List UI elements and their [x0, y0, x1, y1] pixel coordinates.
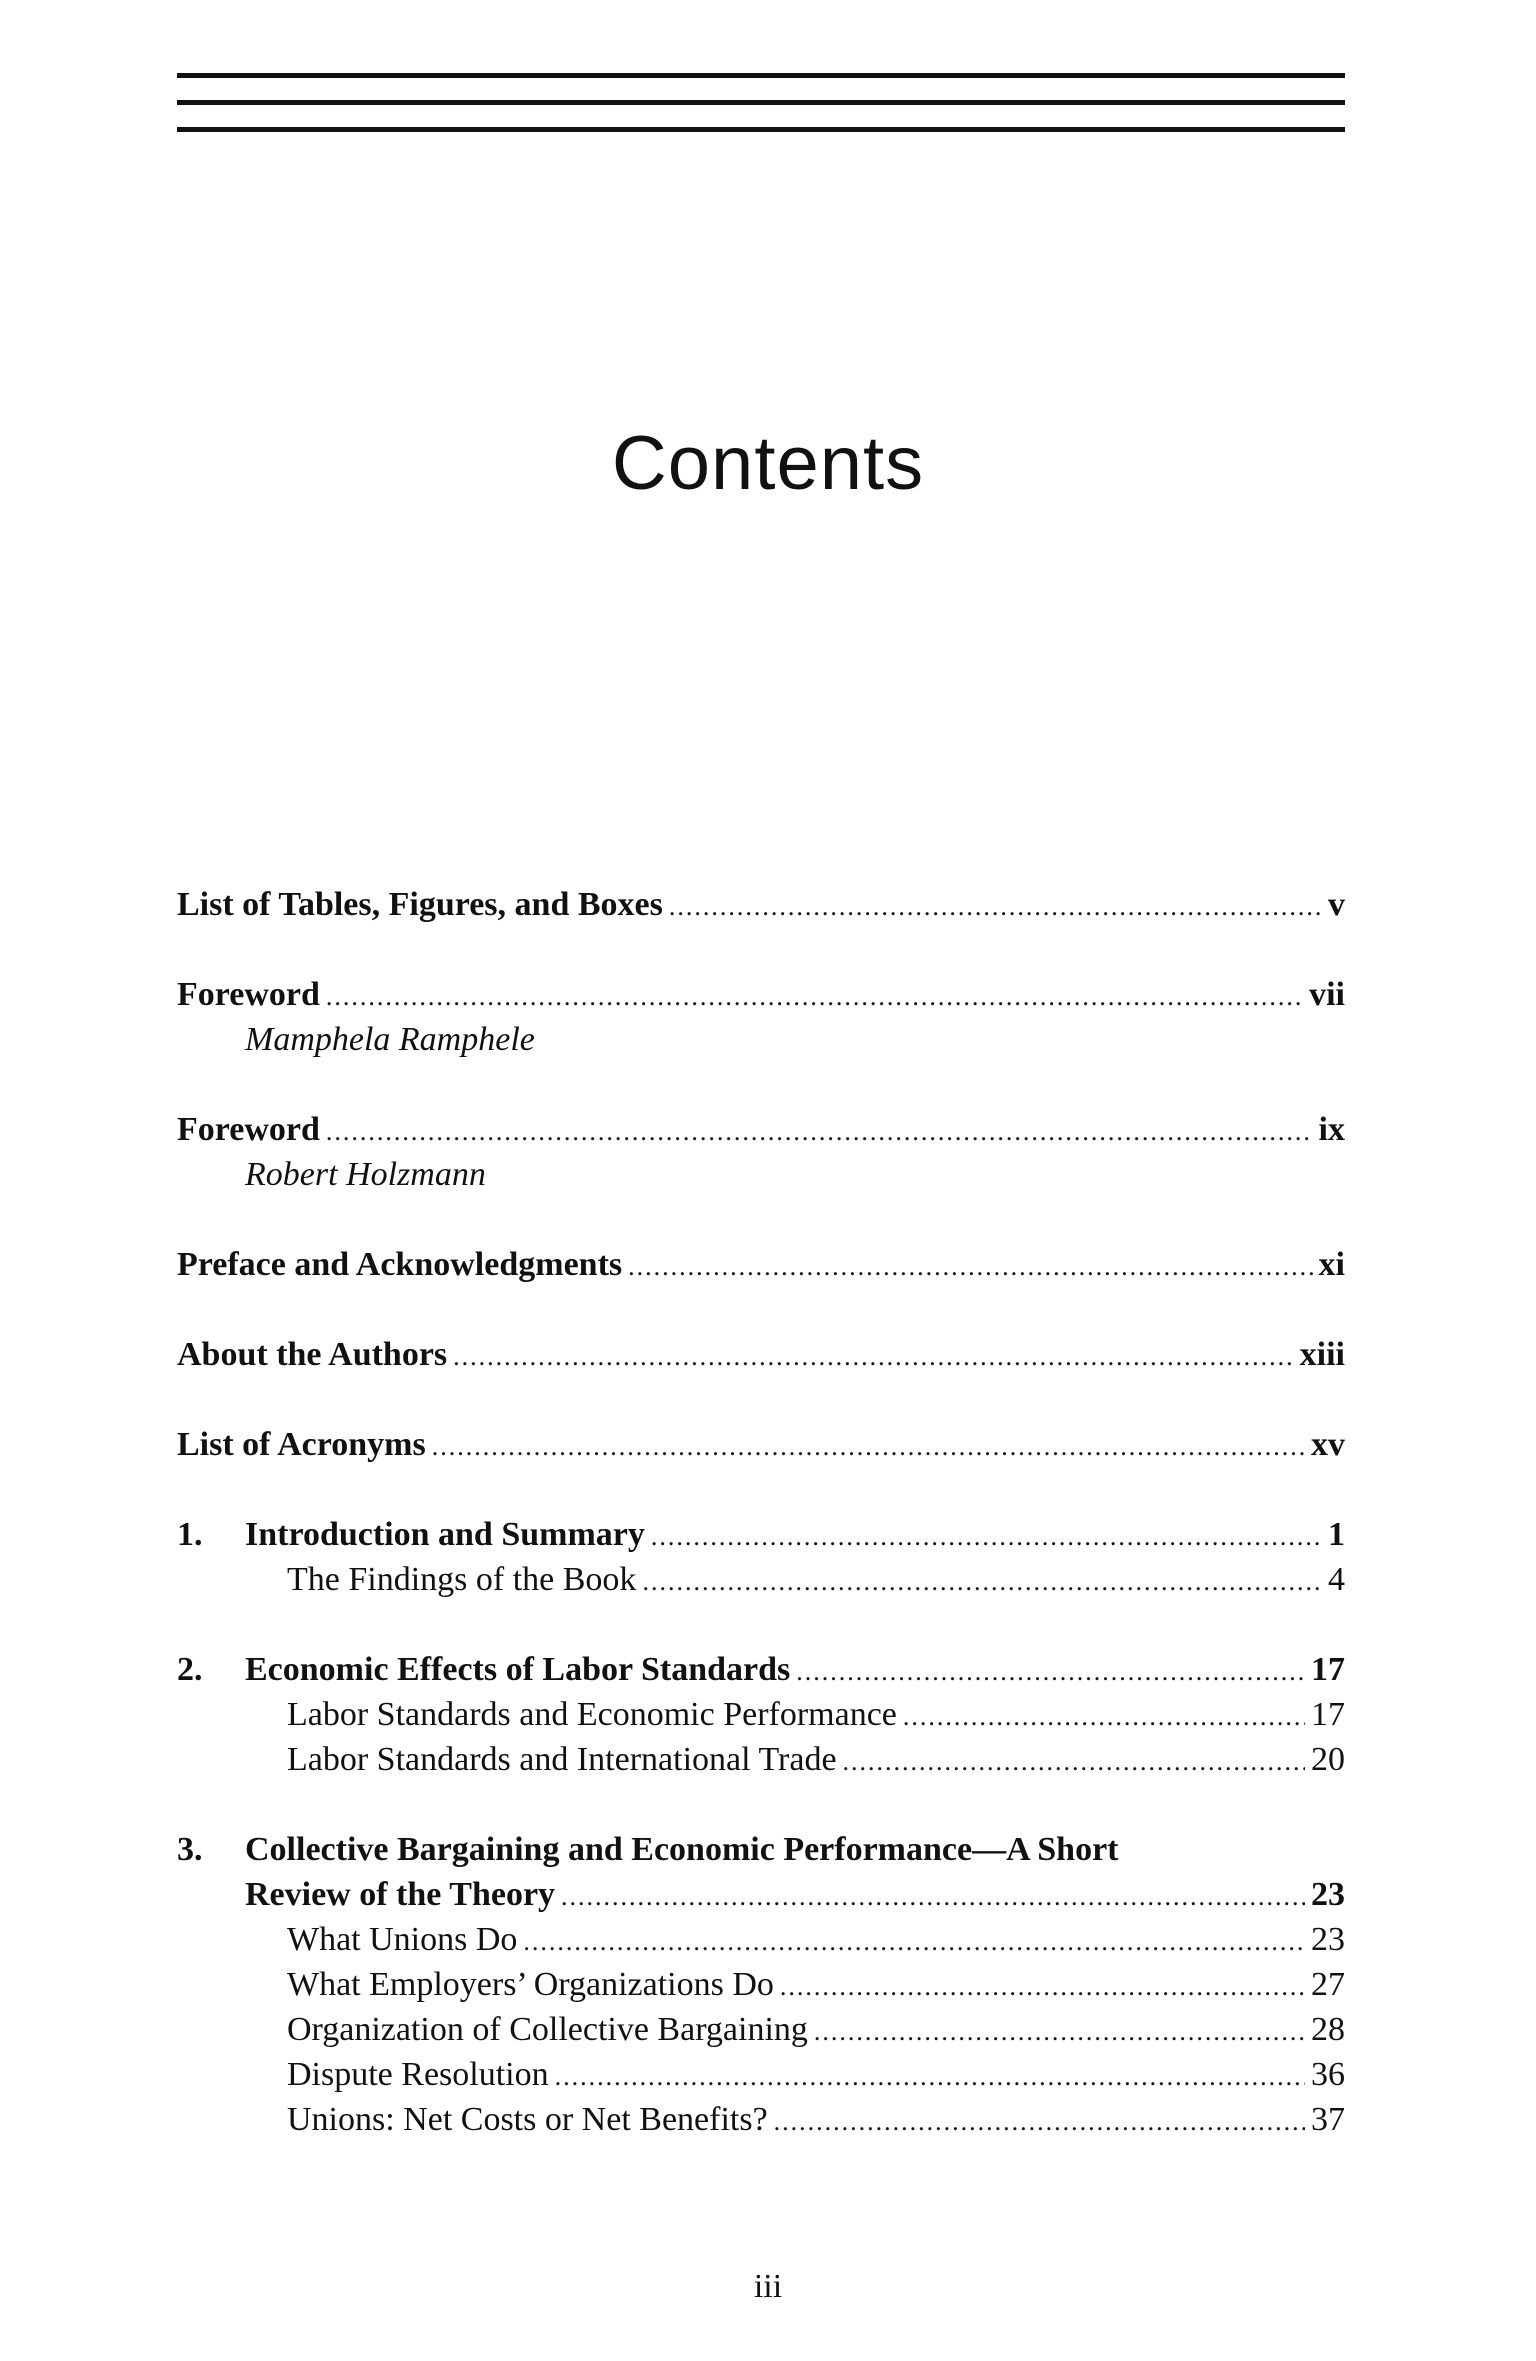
section-title: Labor Standards and International Trade — [287, 1741, 837, 1778]
toc-entry-label: Foreword — [177, 1111, 320, 1148]
chapter-title: Introduction and Summary — [245, 1516, 645, 1553]
toc-chapter-1[interactable] — [177, 1510, 1345, 1560]
toc-entry-page: xiii — [1299, 1336, 1345, 1373]
chapter-title-line-1: Collective Bargaining and Economic Performance—A Short — [245, 1831, 1119, 1868]
section-page: 17 — [1311, 1696, 1345, 1733]
toc-entry-label: Preface and Acknowledgments — [177, 1246, 623, 1283]
foreword-author: Mamphela Ramphele — [245, 1021, 535, 1058]
section-page: 27 — [1311, 1966, 1345, 2003]
dot-leader — [432, 1422, 1305, 1472]
dot-leader — [453, 1332, 1293, 1382]
dot-leader — [628, 1242, 1312, 1292]
chapter-page: 23 — [1311, 1876, 1345, 1913]
toc-chapter-2[interactable] — [177, 1645, 1345, 1695]
toc-entry-page: ix — [1318, 1111, 1345, 1148]
toc-section[interactable] — [177, 1555, 1345, 1605]
toc-section[interactable] — [177, 1915, 1345, 1965]
toc-entry-preface[interactable] — [177, 1240, 1345, 1290]
toc-section[interactable] — [177, 2050, 1345, 2100]
chapter-number: 1. — [177, 1516, 203, 1553]
section-page: 20 — [1311, 1741, 1345, 1778]
toc-section[interactable] — [177, 2095, 1345, 2145]
toc-entry-foreword-2[interactable] — [177, 1105, 1345, 1155]
section-title: What Employers’ Organizations Do — [287, 1966, 774, 2003]
section-title: Organization of Collective Bargaining — [287, 2011, 808, 2048]
dot-leader — [774, 2097, 1305, 2147]
dot-leader — [642, 1557, 1322, 1607]
toc-section[interactable] — [177, 1690, 1345, 1740]
chapter-number: 2. — [177, 1651, 203, 1688]
section-page: 37 — [1311, 2101, 1345, 2138]
page-title: Contents — [611, 421, 925, 506]
dot-leader — [843, 1737, 1305, 1787]
toc-entry-label: List of Tables, Figures, and Boxes — [177, 886, 663, 923]
top-rule-1 — [177, 73, 1345, 78]
section-page: 36 — [1311, 2056, 1345, 2093]
section-page: 23 — [1311, 1921, 1345, 1958]
top-rule-2 — [177, 100, 1345, 105]
toc-entry-page: vii — [1309, 976, 1345, 1013]
chapter-title: Economic Effects of Labor Standards — [245, 1651, 791, 1688]
toc-entry-label: Foreword — [177, 976, 320, 1013]
chapter-page: 1 — [1328, 1516, 1345, 1553]
section-title: Dispute Resolution — [287, 2056, 549, 2093]
toc-entry-label: List of Acronyms — [177, 1426, 426, 1463]
dot-leader — [669, 882, 1322, 932]
toc-chapter-3[interactable] — [177, 1825, 1345, 1875]
toc-section[interactable] — [177, 2005, 1345, 2055]
toc-entry-acronyms[interactable] — [177, 1420, 1345, 1470]
toc-entry-page: xv — [1311, 1426, 1345, 1463]
toc-chapter-3-continued[interactable] — [177, 1870, 1345, 1920]
section-title: What Unions Do — [287, 1921, 518, 1958]
foreword-author: Robert Holzmann — [245, 1156, 486, 1193]
section-title: Labor Standards and Economic Performance — [287, 1696, 897, 1733]
toc-entry-about-authors[interactable] — [177, 1330, 1345, 1380]
section-title: Unions: Net Costs or Net Benefits? — [287, 2101, 768, 2138]
toc-section[interactable] — [177, 1960, 1345, 2010]
toc-entry-label: About the Authors — [177, 1336, 448, 1373]
chapter-page: 17 — [1311, 1651, 1345, 1688]
toc-entry-page: v — [1328, 886, 1345, 923]
toc-entry-tables-figures[interactable] — [177, 880, 1345, 930]
section-page: 4 — [1328, 1561, 1345, 1598]
chapter-number: 3. — [177, 1831, 203, 1868]
toc-entry-page: xi — [1318, 1246, 1345, 1283]
page-number: iii — [753, 2268, 783, 2305]
toc-entry-foreword-1[interactable] — [177, 970, 1345, 1020]
section-title: The Findings of the Book — [287, 1561, 637, 1598]
top-rule-3 — [177, 127, 1345, 132]
section-page: 28 — [1311, 2011, 1345, 2048]
chapter-title-line-2: Review of the Theory — [245, 1876, 556, 1913]
toc-section[interactable] — [177, 1735, 1345, 1785]
